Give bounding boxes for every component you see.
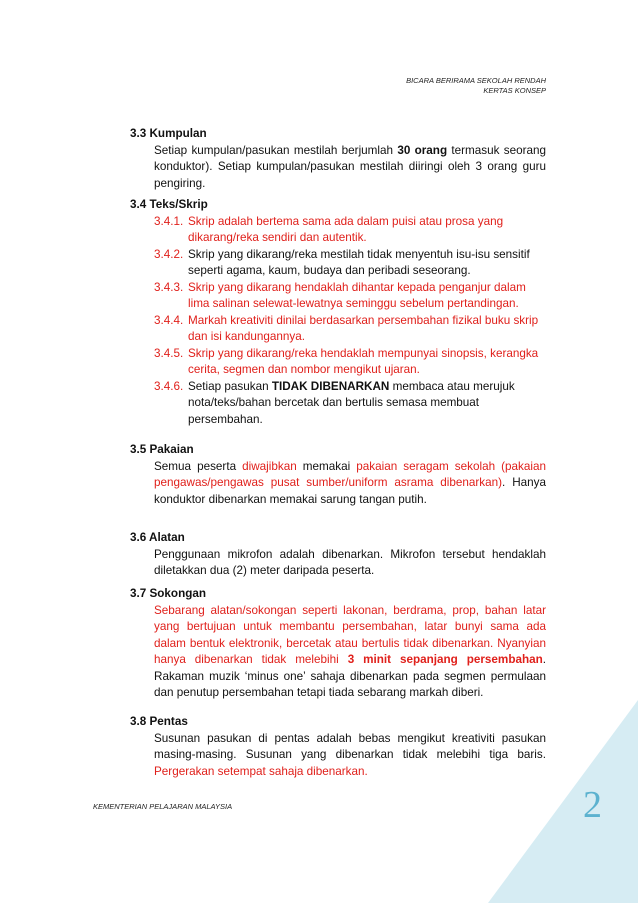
section-body: Susunan pasukan di pentas adalah bebas mengikut kreativiti pasukan masing-masing. Susunan yang dibenarkan tidak melebihi tiga baris. Pergerakan setempat sahaja dibenarkan. — [154, 731, 546, 778]
header-title: BICARA BERIRAMA SEKOLAH RENDAH — [406, 76, 546, 85]
list-item: 3.4.1. Skrip adalah bertema sama ada dalam puisi atau prosa yang dikarang/reka sendiri dan autentik. — [154, 214, 504, 244]
footer-organization: KEMENTERIAN PELAJARAN MALAYSIA — [93, 802, 233, 811]
section-body: Semua peserta diwajibkan memakai pakaian seragam sekolah (pakaian pengawas/pengawas pusat sumber/uniform asrama dibenarkan). Hanya konduktor dibenarkan memakai sarung tangan putih. — [154, 459, 546, 506]
page-header — [406, 76, 546, 96]
corner-decoration — [488, 700, 638, 903]
list-item: 3.4.6. Setiap pasukan TIDAK DIBENARKAN membaca atau merujuk nota/teks/bahan bercetak dan bertulis semasa membuat persembahan. — [154, 379, 515, 426]
list-item: 3.4.5. Skrip yang dikarang/reka hendaklah mempunyai sinopsis, kerangka cerita, segmen dan nombor mengikut ujaran. — [154, 346, 539, 376]
section-body: Penggunaan mikrofon adalah dibenarkan. Mikrofon tersebut hendaklah diletakkan dua (2) meter daripada peserta. — [154, 547, 546, 577]
header-subtitle: KERTAS KONSEP — [483, 86, 546, 95]
section-kumpulan — [130, 126, 546, 192]
section-pentas — [130, 714, 546, 780]
section-title: 3.7 Sokongan — [130, 587, 206, 600]
section-teks-skrip — [130, 197, 546, 428]
section-title: 3.6 Alatan — [130, 531, 185, 544]
list-item: 3.4.4. Markah kreativiti dinilai berdasarkan persembahan fizikal buku skrip dan isi kandungannya. — [154, 313, 539, 343]
section-title: 3.5 Pakaian — [130, 443, 194, 456]
list-item: 3.4.3. Skrip yang dikarang hendaklah dihantar kepada penganjur dalam lima salinan selewat-lewatnya seminggu sebelum pertandingan. — [154, 280, 526, 310]
section-alatan — [130, 530, 546, 580]
list-item: 3.4.2. Skrip yang dikarang/reka mestilah tidak menyentuh isu-isu sensitif seperti agama, kaum, budaya dan peribadi seseorang. — [154, 247, 530, 277]
section-title: 3.3 Kumpulan — [130, 127, 207, 140]
section-title: 3.4 Teks/Skrip — [130, 198, 208, 211]
page-number: 2 — [583, 784, 602, 826]
section-sokongan — [130, 586, 546, 702]
section-body: Setiap kumpulan/pasukan mestilah berjumlah 30 orang termasuk seorang konduktor). Setiap kumpulan/pasukan mestilah diiringi oleh 3 orang guru pengiring. — [154, 143, 546, 190]
section-title: 3.8 Pentas — [130, 715, 188, 728]
section-body: Sebarang alatan/sokongan seperti lakonan, berdrama, prop, bahan latar yang bertujuan untuk membantu persembahan, latar bunyi sama ada dalam bentuk elektronik, bercetak atau bertulis tidak dibenarkan. Nyanyian hanya dibenarkan tidak melebihi 3 minit sepanjang persembahan. Rakaman muzik ‘minus one’ sahaja dibenarkan pada segmen permulaan dan penutup persembahan tetapi tiada sebarang markah diberi. — [154, 603, 546, 699]
section-pakaian — [130, 442, 546, 508]
